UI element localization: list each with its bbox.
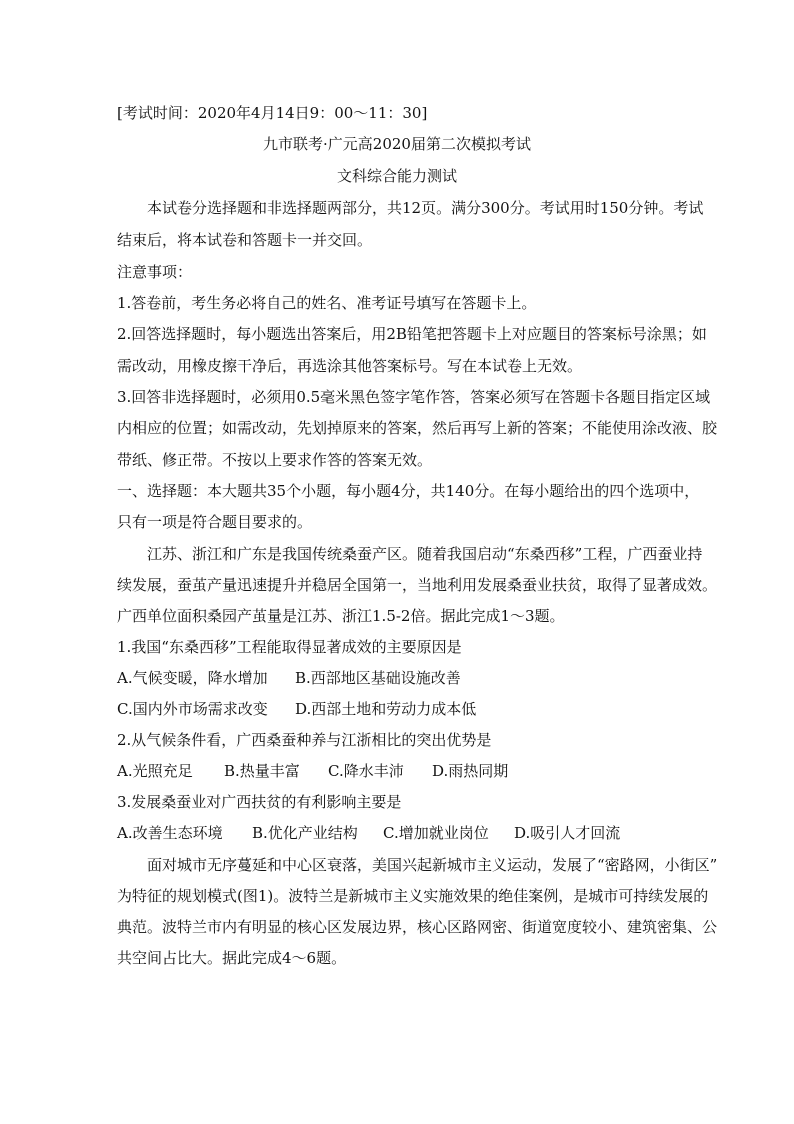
passage-1-line-2: 续发展，蚕茧产量迅速提升并稳居全国第一，当地利用发展桑蚕业扶贫，取得了显著成效。 [117,576,718,594]
question-2-options [117,761,677,781]
exam-title: 九市联考·广元高2020届第二次模拟考试 [263,135,531,153]
question-3-stem: 3.发展桑蚕业对广西扶贫的有利影响主要是 [117,793,402,811]
question-3-options [117,823,677,843]
question-3-option-a[interactable]: A.改善生态环境 [117,824,223,842]
passage-1-line-3: 广西单位面积桑园产茧量是江苏、浙江1.5-2倍。据此完成1～3题。 [117,607,565,625]
question-2-option-a[interactable]: A.光照充足 [117,762,193,780]
note-3-line-1: 3.回答非选择题时，必须用0.5毫米黑色签字笔作答，答案必须写在答题卡各题目指定区域 [117,388,711,406]
passage-2-line-1: 面对城市无序蔓延和中心区衰落，美国兴起新城市主义运动，发展了“密路网，小街区” [147,856,718,874]
section-1-line-1: 一、选择题：本大题共35个小题，每小题4分，共140分。在每小题给出的四个选项中， [117,482,700,500]
question-2-stem: 2.从气候条件看，广西桑蚕种养与江浙相比的突出优势是 [117,731,492,749]
question-1-stem: 1.我国“东桑西移”工程能取得显著成效的主要原因是 [117,638,462,656]
note-2-line-2: 需改动，用橡皮擦干净后，再选涂其他答案标号。写在本试卷上无效。 [117,357,583,375]
question-3-option-c[interactable]: C.增加就业岗位 [383,824,489,842]
exam-subtitle: 文科综合能力测试 [336,167,457,185]
question-1-option-a[interactable]: A.气候变暖，降水增加 [117,669,268,687]
question-1-options-row-2 [117,699,677,719]
passage-2-line-2: 为特征的规划模式(图1)。波特兰是新城市主义实施效果的绝佳案例，是城市可持续发展的 [117,887,709,905]
passage-2-line-3: 典范。波特兰市内有明显的核心区发展边界，核心区路网密、街道宽度较小、建筑密集、公 [117,918,718,936]
intro-line-1: 本试卷分选择题和非选择题两部分，共12页。满分300分。考试用时150分钟。考试 [147,199,704,217]
question-2-option-c[interactable]: C.降水丰沛 [328,762,404,780]
note-3-line-3: 带纸、修正带。不按以上要求作答的答案无效。 [117,451,433,469]
note-1: 1.答卷前，考生务必将自己的姓名、准考证号填写在答题卡上。 [117,294,537,312]
note-3-line-2: 内相应的位置；如需改动，先划掉原来的答案，然后再写上新的答案；不能使用涂改液、胶 [117,419,718,437]
question-2-option-b[interactable]: B.热量丰富 [224,762,300,780]
question-1-option-d[interactable]: D.西部土地和劳动力成本低 [295,700,477,718]
intro-line-2: 结束后，将本试卷和答题卡一并交回。 [117,231,373,249]
question-1-options-row-1 [117,668,677,688]
passage-2-line-4: 共空间占比大。据此完成4～6题。 [117,949,347,967]
question-2-option-d[interactable]: D.雨热同期 [432,762,509,780]
exam-time: [考试时间：2020年4月14日9：00～11：30] [117,104,428,122]
question-1-option-b[interactable]: B.西部地区基础设施改善 [295,669,461,687]
question-3-option-d[interactable]: D.吸引人才回流 [514,824,621,842]
passage-1-line-1: 江苏、浙江和广东是我国传统桑蚕产区。随着我国启动“东桑西移”工程，广西蚕业持 [147,545,703,563]
question-3-option-b[interactable]: B.优化产业结构 [252,824,358,842]
section-1-line-2: 只有一项是符合题目要求的。 [117,513,313,531]
notes-heading: 注意事项： [117,263,193,281]
note-2-line-1: 2.回答选择题时，每小题选出答案后，用2B铅笔把答题卡上对应题目的答案标号涂黑；如 [117,325,707,343]
question-1-option-c[interactable]: C.国内外市场需求改变 [117,700,268,718]
